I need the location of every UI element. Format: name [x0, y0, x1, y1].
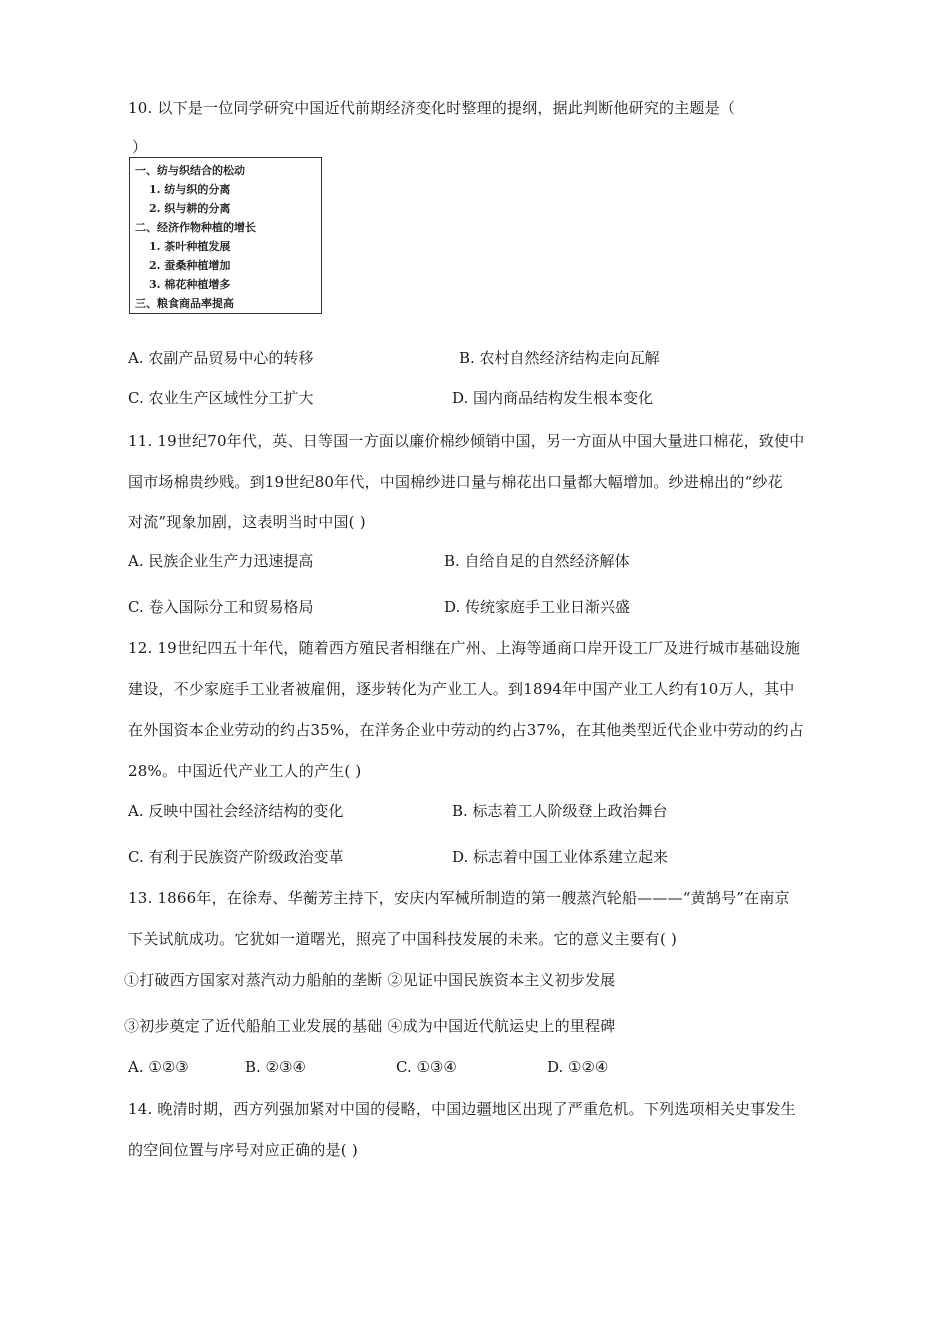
- q13-statement-line-1: ①打破西方国家对蒸汽动力船舶的垄断 ②见证中国民族资本主义初步发展: [124, 971, 616, 989]
- q11-stem-line-2: 国市场棉贵纱贱。到19世纪80年代，中国棉纱进口量与棉花出口量都大幅增加。纱进棉出的“纱花: [128, 473, 783, 491]
- q13-stem-line-1: 13. 1866年，在徐寿、华蘅芳主持下，安庆内军械所制造的第一艘蒸汽轮船———“黄鹄号”在南京: [128, 889, 790, 907]
- outline-item: 1. 茶叶种植发展: [149, 240, 231, 253]
- q13-option-a[interactable]: A. ①②③: [128, 1058, 189, 1076]
- outline-item: 1. 纺与织的分离: [149, 183, 231, 196]
- outline-item: 二、经济作物种植的增长: [135, 221, 256, 234]
- q12-stem-line-3: 在外国资本企业劳动的约占35%，在洋务企业中劳动的约占37%，在其他类型近代企业中劳动的约占: [128, 721, 804, 739]
- q11-option-d[interactable]: D. 传统家庭手工业日渐兴盛: [444, 598, 631, 616]
- q13-option-d[interactable]: D. ①②④: [547, 1058, 609, 1076]
- q10-stem-line-2: ）: [132, 138, 148, 156]
- outline-item: 2. 织与耕的分离: [149, 202, 231, 215]
- outline-item: 一、纺与织结合的松动: [135, 164, 245, 177]
- q12-option-b[interactable]: B. 标志着工人阶级登上政治舞台: [452, 802, 668, 820]
- q13-option-c[interactable]: C. ①③④: [396, 1058, 457, 1076]
- q10-option-a[interactable]: A. 农副产品贸易中心的转移: [128, 349, 314, 367]
- q10-outline-figure: [129, 157, 322, 314]
- q13-option-b[interactable]: B. ②③④: [245, 1058, 306, 1076]
- outline-item: 3. 棉花种植增多: [149, 278, 231, 291]
- q10-option-c[interactable]: C. 农业生产区域性分工扩大: [128, 389, 314, 407]
- outline-item: 三、粮食商品率提高: [135, 297, 234, 310]
- q13-stem-line-2: 下关试航成功。它犹如一道曙光，照亮了中国科技发展的未来。它的意义主要有( ): [128, 930, 678, 948]
- q12-stem-line-2: 建设，不少家庭手工业者被雇佣，逐步转化为产业工人。到1894年中国产业工人约有10万人，其中: [128, 680, 795, 698]
- q12-option-a[interactable]: A. 反映中国社会经济结构的变化: [128, 802, 344, 820]
- q10-option-b[interactable]: B. 农村自然经济结构走向瓦解: [459, 349, 660, 367]
- q12-stem-line-1: 12. 19世纪四五十年代，随着西方殖民者相继在广州、上海等通商口岸开设工厂及进行城市基础设施: [128, 639, 801, 657]
- q11-stem-line-3: 对流”现象加剧，这表明当时中国( ): [128, 513, 366, 531]
- q12-option-d[interactable]: D. 标志着中国工业体系建立起来: [452, 848, 669, 866]
- q11-option-a[interactable]: A. 民族企业生产力迅速提高: [128, 552, 314, 570]
- q12-option-c[interactable]: C. 有利于民族资产阶级政治变革: [128, 848, 344, 866]
- q13-statement-line-2: ③初步奠定了近代船舶工业发展的基础 ④成为中国近代航运史上的里程碑: [124, 1017, 616, 1035]
- q12-stem-line-4: 28%。中国近代产业工人的产生( ): [128, 762, 362, 780]
- q11-option-b[interactable]: B. 自给自足的自然经济解体: [444, 552, 630, 570]
- q10-option-d[interactable]: D. 国内商品结构发生根本变化: [452, 389, 654, 407]
- outline-item: 2. 蚕桑种植增加: [149, 259, 231, 272]
- q11-stem-line-1: 11. 19世纪70年代，英、日等国一方面以廉价棉纱倾销中国，另一方面从中国大量进口棉花，致使中: [128, 432, 805, 450]
- q11-option-c[interactable]: C. 卷入国际分工和贸易格局: [128, 598, 314, 616]
- q10-stem-line-1: 10. 以下是一位同学研究中国近代前期经济变化时整理的提纲，据此判断他研究的主题是（: [128, 99, 736, 117]
- q14-stem-line-2: 的空间位置与序号对应正确的是( ): [128, 1141, 358, 1159]
- q14-stem-line-1: 14. 晚清时期，西方列强加紧对中国的侵略，中国边疆地区出现了严重危机。下列选项相关史事发生: [128, 1100, 796, 1118]
